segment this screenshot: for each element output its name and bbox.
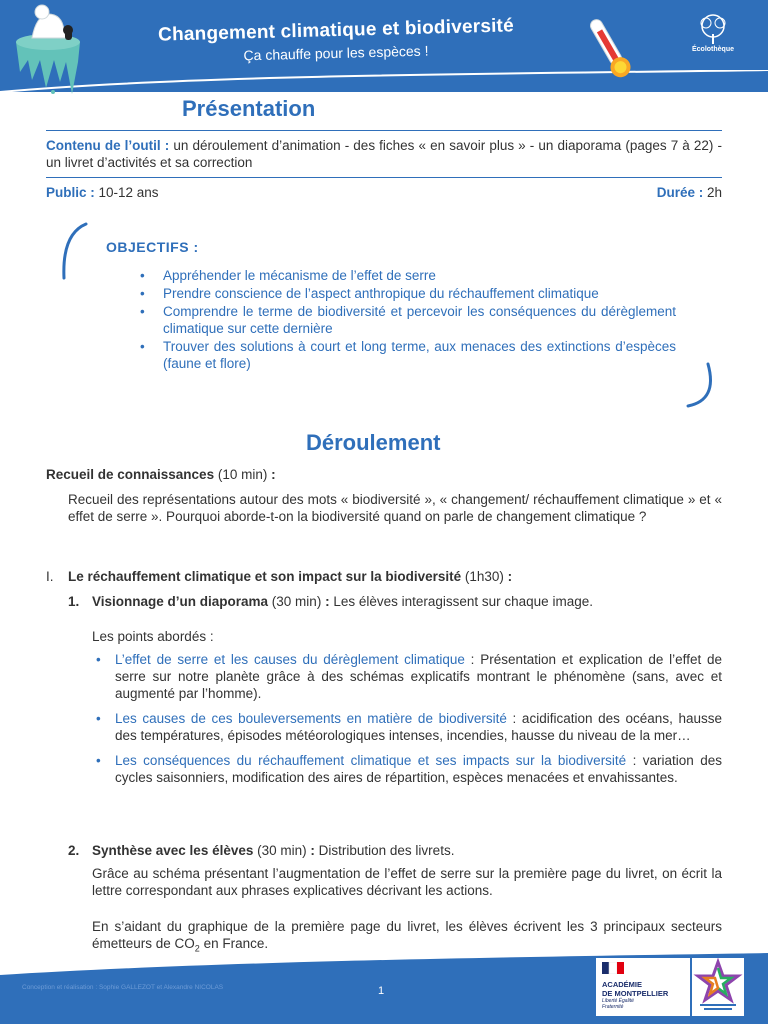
ecotheque-label: Écolothèque [691, 46, 734, 53]
presentation-title: Présentation [182, 96, 316, 121]
recueil-colon: : [271, 467, 276, 482]
recueil-duration: (10 min) [214, 467, 272, 482]
step2-text: Distribution des livrets. [314, 843, 455, 858]
co2-subscript: 2 [194, 943, 200, 954]
deroulement-title: Déroulement [306, 430, 441, 455]
objectif-item: • Appréhender le mécanisme de l’effet de serre [140, 267, 676, 284]
part1-number: I. [46, 569, 54, 584]
step2-heading [92, 842, 454, 859]
step2-number: 2. [68, 843, 80, 858]
point-item [96, 710, 722, 744]
point-topic: Les causes de ces bouleversements en matière de biodiversité [115, 711, 507, 726]
public-value: 10-12 ans [94, 185, 159, 200]
academie-motto: Liberté Égalité Fraternité [602, 998, 634, 1010]
footer-credit: Conception et réalisation : Sophie GALLEZOT et Alexandre NICOLAS [22, 984, 224, 991]
point-item [96, 651, 722, 702]
part1-duration: (1h30) [461, 569, 508, 584]
step2-colon: : [310, 843, 315, 858]
divider-bottom [46, 177, 722, 178]
step2-duration: (30 min) [253, 843, 311, 858]
part1-heading [68, 568, 512, 585]
objectifs-list [140, 267, 676, 373]
marianne-flag-icon [602, 962, 624, 974]
step2-para2-before: En s’aidant du graphique de la première page du livret, les élèves écrivent les 3 principaux secteurs émetteurs de CO [92, 919, 722, 951]
contenu-outil [46, 137, 722, 171]
point-text: : variation des cycles saisonniers, modification des aires de répartition, espèces menacées et envahissantes. [115, 753, 723, 785]
divider-top [46, 130, 722, 131]
academie-line-2: DE MONTPELLIER [602, 989, 669, 998]
part1-label: Le réchauffement climatique et son impact sur la biodiversité [68, 569, 462, 584]
star-logo-icon [692, 958, 744, 1016]
academie-name [602, 980, 668, 1010]
header-wave [0, 70, 768, 100]
step1-heading [92, 593, 593, 610]
point-text: : Présentation et explication de l’effet de serre sur notre planète grâce à des schémas explicatifs montrant le phénomène (sans, avec et augmenté par l’homme). [115, 652, 722, 701]
step2-paragraph-1: Grâce au schéma présentant l’augmentation de l’effet de serre sur la première page du livret, on écrit la lettre correspondant aux phrases explicatives décrivant les actions. [92, 866, 722, 898]
point-topic: Les conséquences du réchauffement climatique et ses impacts sur la biodiversité [115, 753, 627, 768]
academie-logo [596, 958, 690, 1016]
arc-bottom-right-decoration [684, 360, 724, 412]
step2-para2-after: en France. [199, 936, 269, 951]
objectif-item: • Comprendre le terme de biodiversité et percevoir les conséquences du dérèglement climatique sur cette dernière [140, 303, 676, 337]
recueil-text: Recueil des représentations autour des mots « biodiversité », « changement/ réchauffement climatique » et « effet de serre ». Pourquoi aborde-t-on la biodiversité quand on parle de changement climatique ? [68, 492, 722, 524]
step1-text: Les élèves interagissent sur chaque image. [329, 594, 593, 609]
duree-label: Durée : [656, 185, 704, 200]
point-item [96, 752, 722, 786]
header-title: Changement climatique et biodiversité [157, 15, 515, 46]
header-subtitle: Ça chauffe pour les espèces ! [243, 42, 429, 64]
duree-value: 2h [703, 185, 722, 200]
public-info [46, 184, 159, 201]
recueil-heading [46, 466, 276, 483]
ecotheque-logo [682, 12, 744, 70]
points-list [96, 651, 722, 794]
contenu-label: Contenu de l’outil : [46, 138, 170, 153]
thermometer-icon [586, 14, 634, 84]
step1-label: Visionnage d’un diaporama [92, 594, 269, 609]
point-topic: L’effet de serre et les causes du dérèglement climatique [115, 652, 465, 667]
objectifs-title: OBJECTIFS : [106, 239, 199, 255]
objectif-item: • Prendre conscience de l’aspect anthropique du réchauffement climatique [140, 285, 676, 302]
academie-line-1: ACADÉMIE [602, 980, 643, 989]
contenu-text: un déroulement d’animation - des fiches « en savoir plus » - un diaporama (pages 7 à 22) - un livret d’activités et sa correction [46, 138, 722, 170]
objectif-item: • Trouver des solutions à court et long terme, aux menaces des extinctions d’espèces (faune et flore) [140, 338, 676, 372]
part1-colon: : [507, 569, 513, 584]
public-label: Public : [46, 185, 95, 200]
points-intro: Les points abordés : [92, 629, 214, 644]
point-text: : acidification des océans, hausse des températures, épisodes météorologiques intenses, incendies, hausse du niveau de la mer… [115, 711, 722, 743]
step1-duration: (30 min) [268, 594, 326, 609]
recueil-label: Recueil de connaissances [46, 467, 215, 482]
duree-info [600, 184, 722, 201]
arc-top-left-decoration [56, 220, 90, 284]
step1-number: 1. [68, 594, 80, 609]
tree-icon [682, 12, 744, 46]
step1-colon: : [325, 594, 330, 609]
page-number: 1 [378, 985, 385, 997]
step2-label: Synthèse avec les élèves [92, 843, 254, 858]
